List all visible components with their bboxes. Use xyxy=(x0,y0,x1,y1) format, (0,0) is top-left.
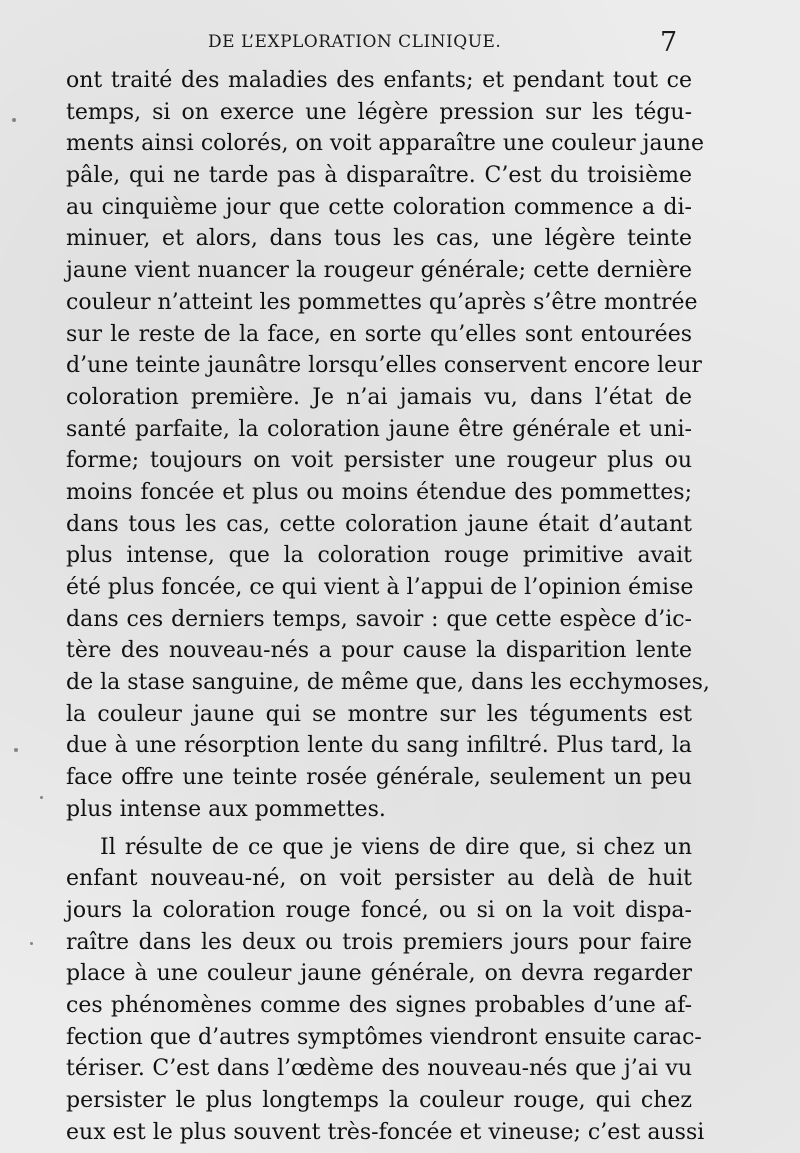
page-speck xyxy=(14,748,18,752)
text-line: de la stase sanguine, de même que, dans les ecchymoses, xyxy=(66,670,710,696)
paragraph xyxy=(66,65,710,826)
text-line: jours la coloration rouge foncé, ou si on la voit dispa- xyxy=(66,897,692,923)
text-line: face offre une teinte rosée générale, seulement un peu xyxy=(66,765,692,791)
text-line: ments ainsi colorés, on voit apparaître une couleur jaune xyxy=(66,131,704,157)
text-line: forme; toujours on voit persister une rougeur plus ou xyxy=(66,448,692,474)
page-speck xyxy=(30,942,33,945)
text-line: enfant nouveau-né, on voit persister au delà de huit xyxy=(66,866,692,892)
text-line: coloration première. Je n’ai jamais vu, dans l’état de xyxy=(66,384,692,410)
text-line: fection que d’autres symptômes viendront ensuite carac- xyxy=(66,1024,702,1050)
running-head: DE L’EXPLORATION CLINIQUE. xyxy=(208,32,502,52)
body-text xyxy=(66,65,710,1148)
text-line: ont traité des maladies des enfants; et pendant tout ce xyxy=(66,68,692,93)
text-line: Il résulte de ce que je viens de dire que, si chez un xyxy=(100,834,692,860)
text-line: tère des nouveau-nés a pour cause la disparition lente xyxy=(66,638,692,664)
text-line: dans tous les cas, cette coloration jaune était d’autant xyxy=(66,511,692,537)
text-line: jaune vient nuancer la rougeur générale; cette dernière xyxy=(66,258,692,284)
text-line: temps, si on exerce une légère pression sur les tégu- xyxy=(66,99,692,125)
text-line: minuer, et alors, dans tous les cas, une légère teinte xyxy=(66,226,692,252)
text-line: ces phénomènes comme des signes probables d’une af- xyxy=(66,992,692,1018)
text-line: santé parfaite, la coloration jaune être générale et uni- xyxy=(66,416,692,442)
text-line: due à une résorption lente du sang infiltré. Plus tard, la xyxy=(66,733,692,759)
text-line: la couleur jaune qui se montre sur les téguments est xyxy=(66,701,692,727)
text-line: plus intense aux pommettes. xyxy=(66,796,386,822)
text-line: dans ces derniers temps, savoir : que cette espèce d’ic- xyxy=(66,606,692,632)
text-line: sur le reste de la face, en sorte qu’elles sont entourées xyxy=(66,321,692,347)
text-line: eux est le plus souvent très-foncée et vineuse; c’est aussi xyxy=(66,1119,705,1145)
text-line: plus intense, que la coloration rouge primitive avait xyxy=(66,543,692,569)
text-line: couleur n’atteint les pommettes qu’après s’être montrée xyxy=(66,289,698,315)
page-header xyxy=(0,27,800,58)
text-line: au cinquième jour que cette coloration commence a di- xyxy=(66,194,692,220)
page-number: 7 xyxy=(660,27,678,58)
page-speck xyxy=(40,796,43,799)
text-line: été plus foncée, ce qui vient à l’appui de l’opinion émise xyxy=(66,575,694,600)
text-line: tériser. C’est dans l’œdème des nouveau-nés que j’ai vu xyxy=(66,1056,692,1082)
page-speck xyxy=(12,118,16,122)
text-line: persister le plus longtemps la couleur rouge, qui chez xyxy=(66,1088,692,1113)
paragraph xyxy=(66,832,705,1149)
text-line: moins foncée et plus ou moins étendue des pommettes; xyxy=(66,479,692,505)
text-line: raître dans les deux ou trois premiers jours pour faire xyxy=(66,929,692,955)
text-line: place à une couleur jaune générale, on devra regarder xyxy=(66,961,692,987)
text-line: pâle, qui ne tarde pas à disparaître. C’est du troisième xyxy=(66,163,692,189)
text-line: d’une teinte jaunâtre lorsqu’elles conservent encore leur xyxy=(66,353,702,379)
